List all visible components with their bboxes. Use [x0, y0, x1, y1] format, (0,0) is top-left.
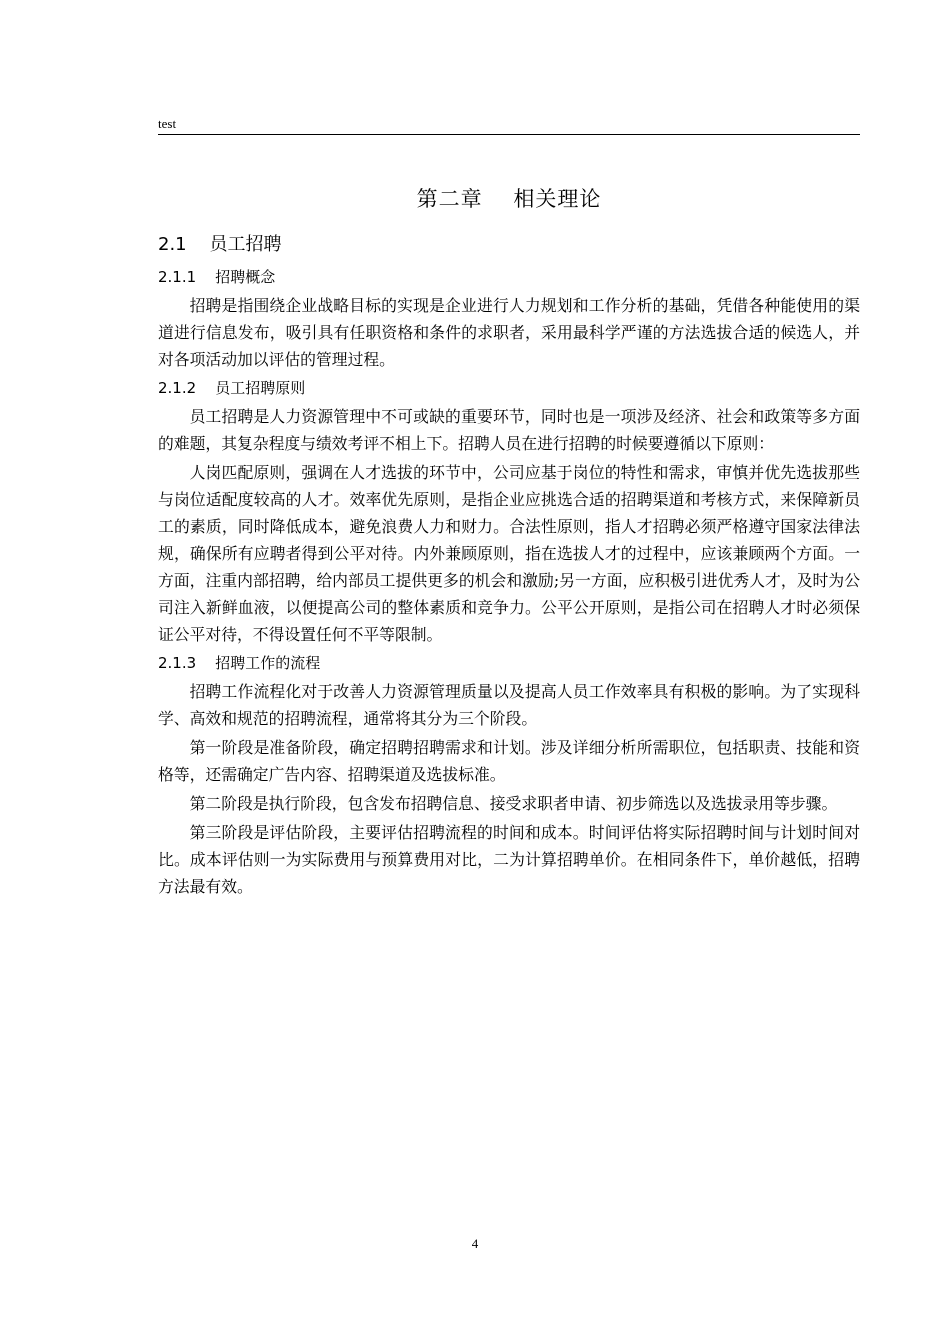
paragraph: 员工招聘是人力资源管理中不可或缺的重要环节，同时也是一项涉及经济、社会和政策等多方面的难题，其复杂程度与绩效考评不相上下。招聘人员在进行招聘的时候要遵循以下原则：: [158, 407, 860, 453]
paragraph: 人岗匹配原则，强调在人才选拔的环节中，公司应基于岗位的特性和需求，审慎并优先选拔那些与岗位适配度较高的人才。效率优先原则，是指企业应挑选合适的招聘渠道和考核方式，来保障新员工的素质，同时降低成本，避免浪费人力和财力。合法性原则，指人才招聘必须严格遵守国家法律法规，确保所有应聘者得到公平对待。内外兼顾原则，指在选拔人才的过程中，应该兼顾两个方面。一方面，注重内部招聘，给内部员工提供更多的机会和激励;另一方面，应积极引进优秀人才，及时为公司注入新鲜血液，以便提高公司的整体素质和竞争力。公平公开原则，是指公司在招聘人才时必须保证公平对待，不得设置任何不平等限制。: [158, 463, 860, 644]
section-heading: 2.1 员工招聘: [158, 234, 282, 255]
paragraph: 第二阶段是执行阶段，包含发布招聘信息、接受求职者申请、初步筛选以及选拔录用等步骤。: [189, 794, 838, 813]
paragraph: 招聘是指围绕企业战略目标的实现是企业进行人力规划和工作分析的基础，凭借各种能使用的渠道进行信息发布，吸引具有任职资格和条件的求职者，采用最科学严谨的方法选拔合适的候选人，并对各项活动加以评估的管理过程。: [158, 296, 860, 369]
header-text: test: [158, 116, 177, 131]
subsection-heading: 2.1.3 招聘工作的流程: [158, 654, 321, 672]
page-number: 4: [471, 1236, 479, 1251]
subsection-heading: 2.1.1 招聘概念: [158, 268, 276, 286]
page-content: [158, 180, 860, 902]
subsection-heading: 2.1.2 员工招聘原则: [158, 379, 306, 397]
paragraph: 第一阶段是准备阶段，确定招聘招聘需求和计划。涉及详细分析所需职位，包括职责、技能和资格等，还需确定广告内容、招聘渠道及选拔标准。: [158, 738, 860, 784]
paragraph: 招聘工作流程化对于改善人力资源管理质量以及提高人员工作效率具有积极的影响。为了实现科学、高效和规范的招聘流程，通常将其分为三个阶段。: [158, 682, 860, 728]
page-header: [158, 116, 860, 135]
chapter-title: 第二章 相关理论: [416, 187, 602, 211]
paragraph: 第三阶段是评估阶段，主要评估招聘流程的时间和成本。时间评估将实际招聘时间与计划时间对比。成本评估则一为实际费用与预算费用对比，二为计算招聘单价。在相同条件下，单价越低，招聘方法最有效。: [158, 823, 860, 896]
